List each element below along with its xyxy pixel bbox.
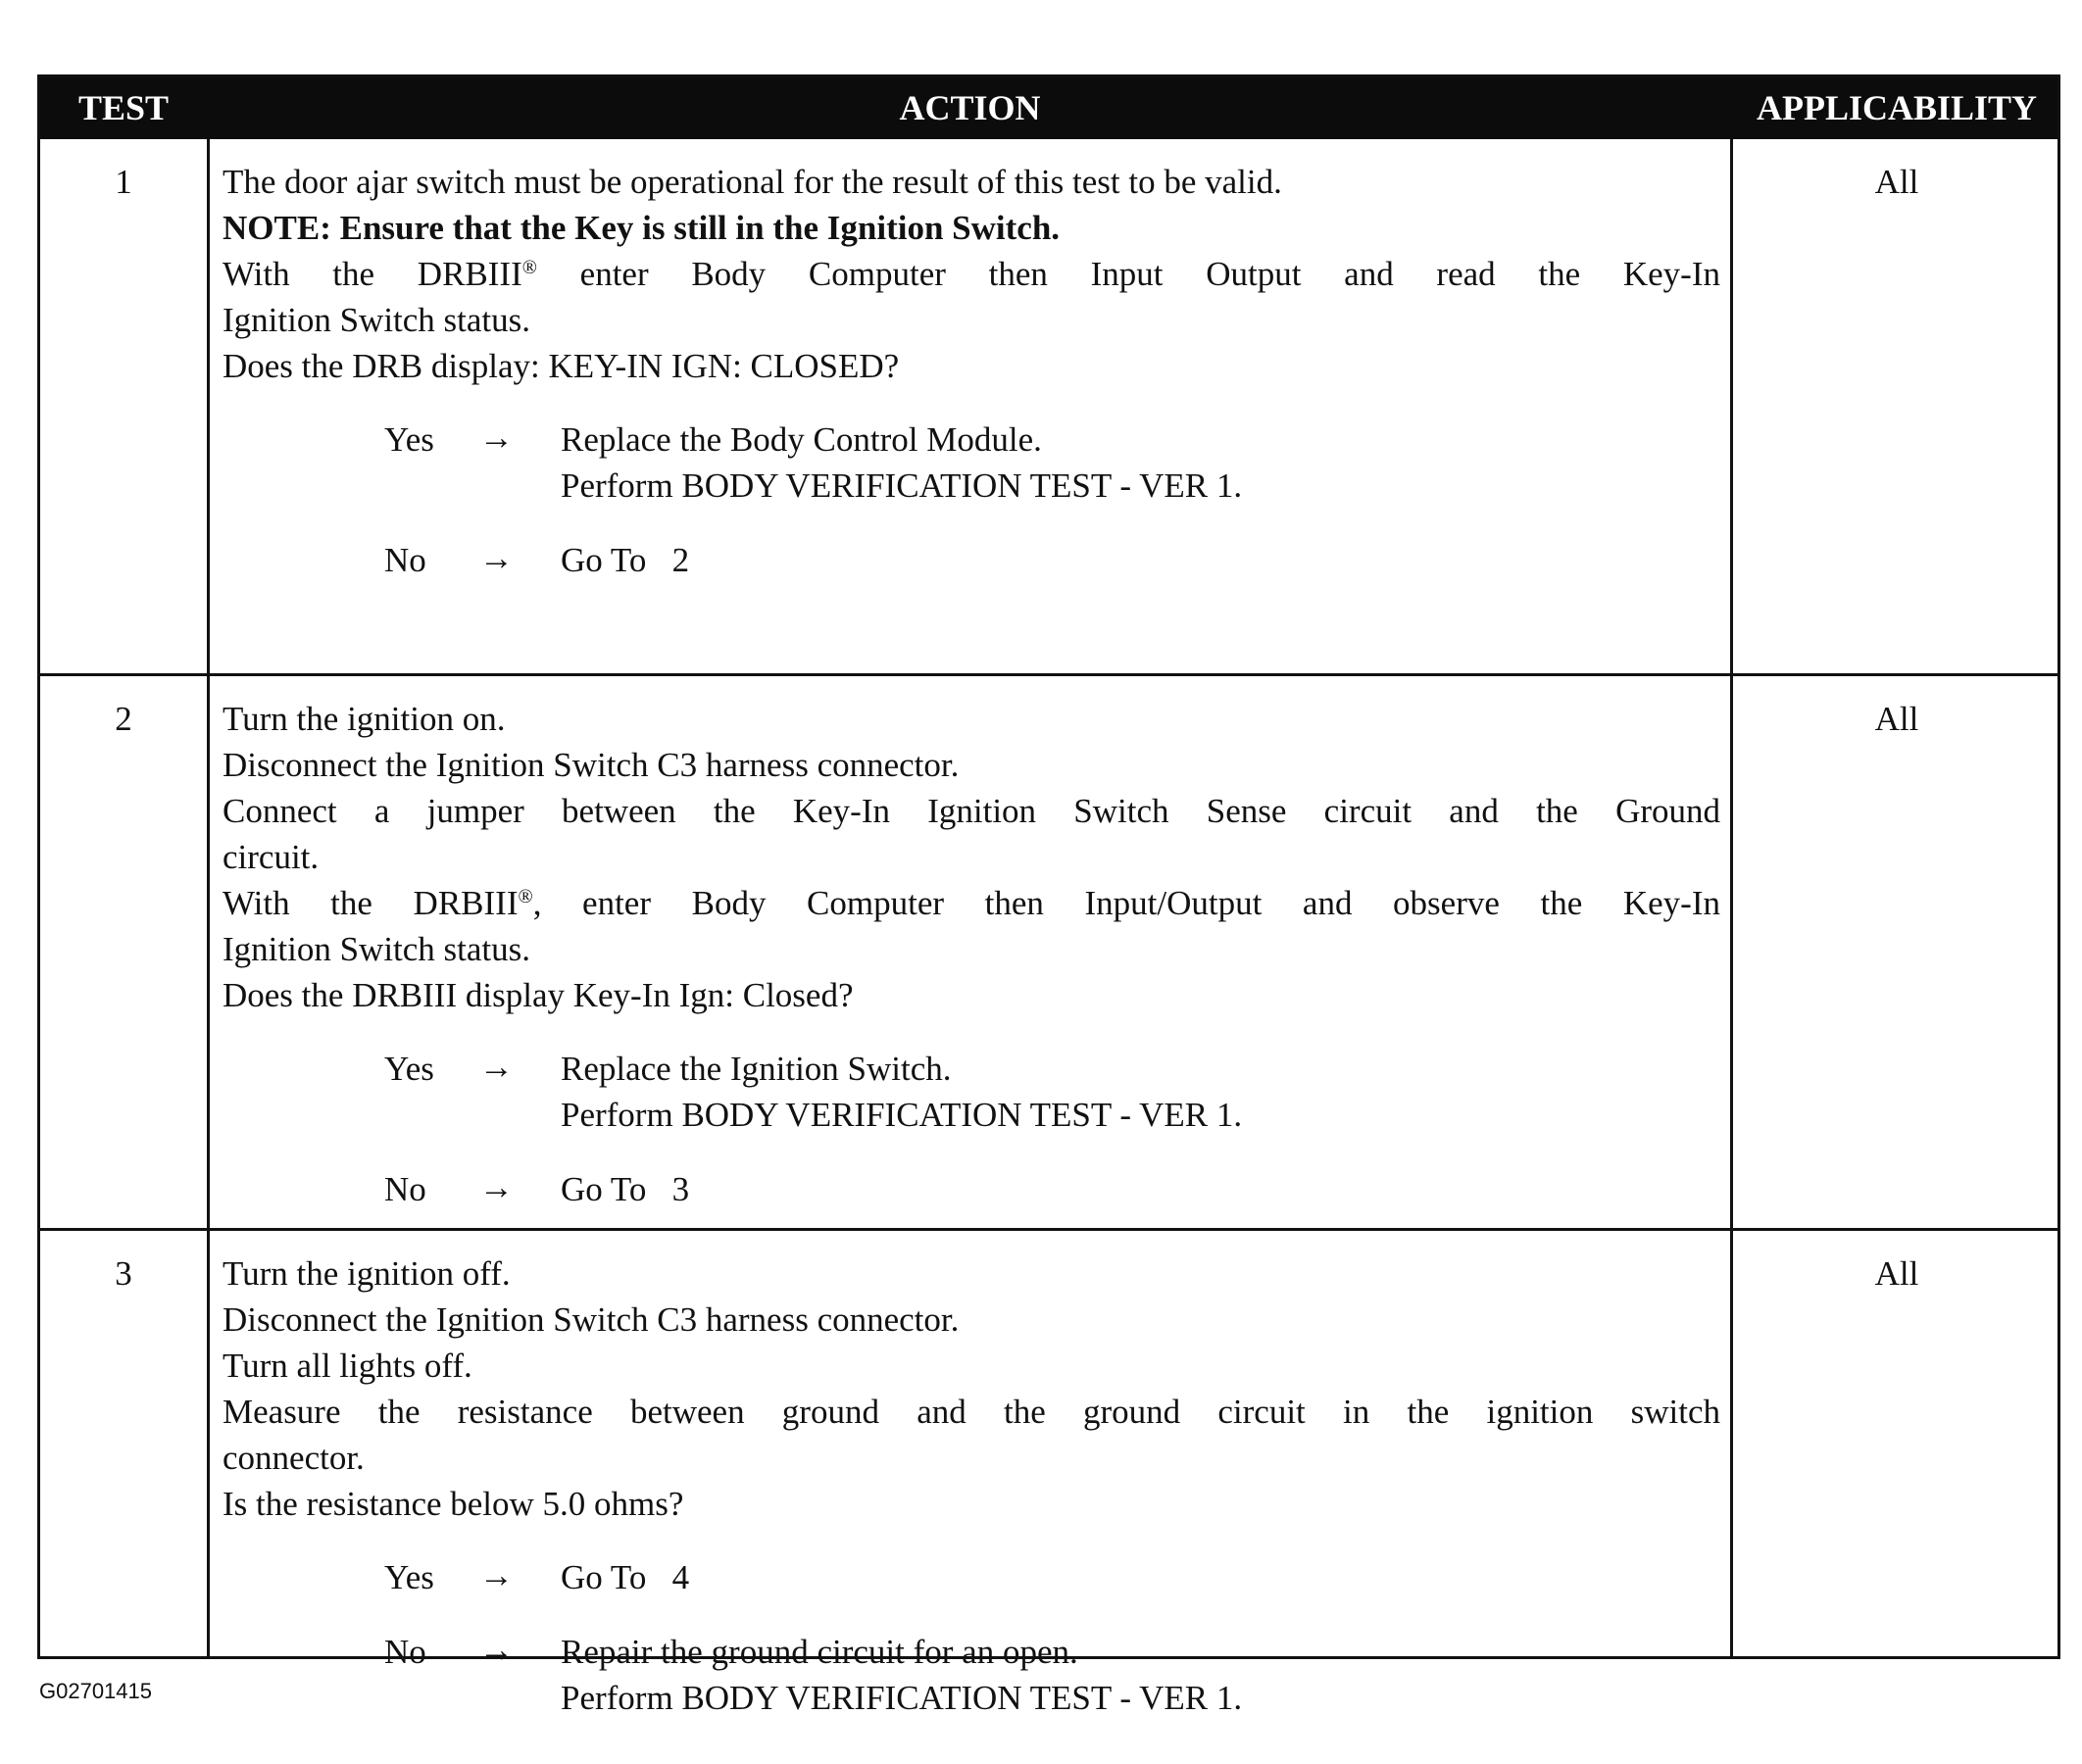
branch-text: Perform BODY VERIFICATION TEST - VER 1. bbox=[561, 466, 1243, 505]
branch-label: No bbox=[384, 1170, 426, 1208]
applicability: All bbox=[1874, 700, 1919, 738]
arrow-right-icon: → bbox=[479, 1631, 514, 1669]
action-line: Connect a jumper between the Key-In Ignition Switch Sense circuit and the Ground bbox=[223, 792, 1720, 830]
action-cell bbox=[223, 159, 1720, 583]
branch-text: Repair the ground circuit for an open. bbox=[561, 1633, 1078, 1671]
branch-text: Go To 2 bbox=[561, 541, 690, 579]
action-text: , enter Body Computer then Input/Output and observe the Key-In bbox=[532, 884, 1720, 922]
branch-list bbox=[223, 416, 1720, 583]
branch-list bbox=[223, 1554, 1720, 1721]
action-question: Does the DRB display: KEY-IN IGN: CLOSED? bbox=[223, 347, 900, 385]
header-test: TEST bbox=[77, 88, 170, 127]
branch-text: Go To 3 bbox=[561, 1170, 690, 1208]
branch-label: No bbox=[384, 1633, 426, 1671]
action-cell bbox=[223, 696, 1720, 1212]
header-action: ACTION bbox=[899, 88, 1041, 127]
branch-label: Yes bbox=[384, 1050, 434, 1088]
action-line: Disconnect the Ignition Switch C3 harness connector. bbox=[223, 746, 960, 784]
branch-text: Replace the Ignition Switch. bbox=[561, 1050, 952, 1088]
branch-yes bbox=[223, 416, 1720, 509]
branch-label: Yes bbox=[384, 1558, 434, 1596]
applicability: All bbox=[1874, 1254, 1919, 1293]
action-text: enter Body Computer then Input Output and read the Key-In bbox=[536, 255, 1720, 293]
arrow-right-icon: → bbox=[479, 1168, 514, 1206]
header-applicability: APPLICABILITY bbox=[1756, 88, 2038, 127]
arrow-right-icon: → bbox=[479, 418, 514, 457]
action-line: Disconnect the Ignition Switch C3 harness connector. bbox=[223, 1300, 960, 1339]
action-line bbox=[223, 251, 1720, 297]
table-row bbox=[40, 673, 2057, 1231]
arrow-right-icon: → bbox=[479, 1048, 514, 1086]
branch-yes bbox=[223, 1554, 1720, 1600]
registered-mark: ® bbox=[518, 886, 533, 907]
registered-mark: ® bbox=[521, 257, 537, 278]
test-number: 1 bbox=[115, 163, 132, 201]
action-line: Turn the ignition off. bbox=[223, 1254, 511, 1293]
applicability: All bbox=[1874, 163, 1919, 201]
action-line: Measure the resistance between ground and the ground circuit in the ignition switch bbox=[223, 1393, 1720, 1431]
action-line: Ignition Switch status. bbox=[223, 930, 531, 968]
action-line: The door ajar switch must be operational for the result of this test to be valid. bbox=[223, 163, 1282, 201]
branch-no bbox=[223, 1629, 1720, 1721]
action-question: Does the DRBIII display Key-In Ign: Closed? bbox=[223, 976, 854, 1014]
branch-no bbox=[223, 1166, 1720, 1212]
branch-text: Replace the Body Control Module. bbox=[561, 420, 1042, 459]
test-number: 2 bbox=[115, 700, 132, 738]
action-line: circuit. bbox=[223, 838, 320, 876]
action-line: Ignition Switch status. bbox=[223, 301, 531, 339]
figure-code: G02701415 bbox=[39, 1679, 152, 1703]
action-note: NOTE: Ensure that the Key is still in the Ignition Switch. bbox=[223, 209, 1061, 247]
table-row bbox=[40, 139, 2057, 673]
arrow-right-icon: → bbox=[479, 539, 514, 577]
branch-text: Perform BODY VERIFICATION TEST - VER 1. bbox=[561, 1096, 1243, 1134]
arrow-right-icon: → bbox=[479, 1556, 514, 1594]
action-line: Turn all lights off. bbox=[223, 1347, 472, 1385]
action-text: With the DRBIII bbox=[223, 884, 519, 922]
branch-text: Perform BODY VERIFICATION TEST - VER 1. bbox=[561, 1679, 1243, 1717]
branch-label: Yes bbox=[384, 420, 434, 459]
branch-no bbox=[223, 537, 1720, 583]
test-number: 3 bbox=[115, 1254, 132, 1293]
branch-list bbox=[223, 1046, 1720, 1212]
action-question: Is the resistance below 5.0 ohms? bbox=[223, 1485, 684, 1523]
action-line: connector. bbox=[223, 1439, 365, 1477]
table-header-row bbox=[40, 77, 2057, 139]
branch-text: Go To 4 bbox=[561, 1558, 690, 1596]
action-line bbox=[223, 880, 1720, 926]
action-cell bbox=[223, 1250, 1720, 1721]
branch-yes bbox=[223, 1046, 1720, 1138]
action-line: Turn the ignition on. bbox=[223, 700, 506, 738]
branch-label: No bbox=[384, 541, 426, 579]
action-text: With the DRBIII bbox=[223, 255, 522, 293]
